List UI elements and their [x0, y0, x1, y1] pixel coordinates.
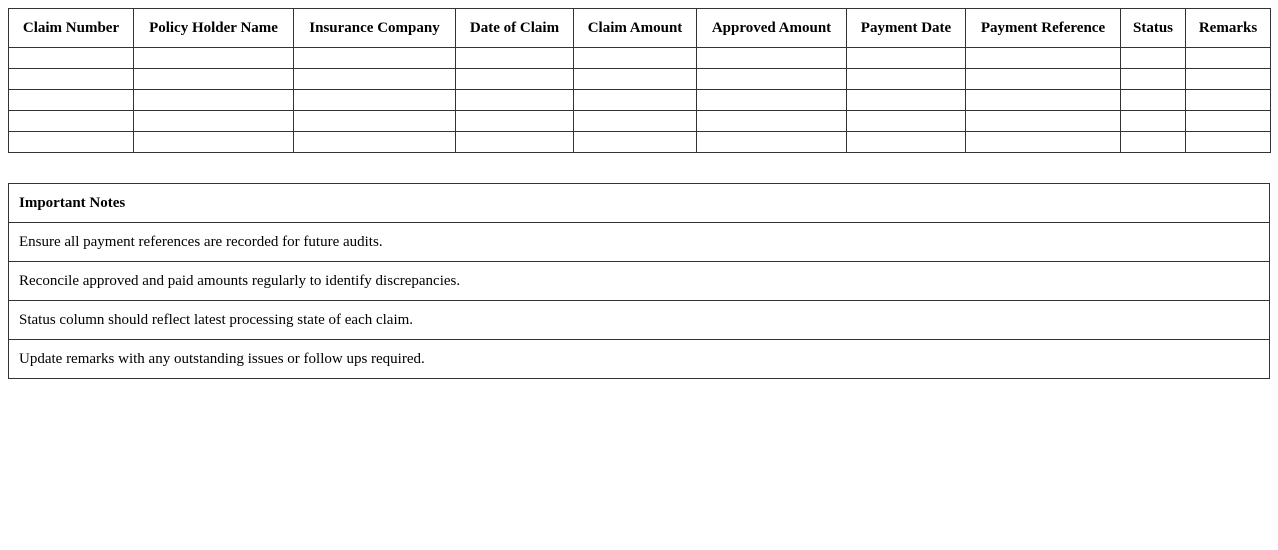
table-cell[interactable]: [1121, 111, 1186, 132]
table-cell[interactable]: [9, 90, 134, 111]
table-cell[interactable]: [847, 111, 966, 132]
table-cell[interactable]: [134, 48, 294, 69]
table-cell[interactable]: [294, 48, 456, 69]
table-cell[interactable]: [966, 69, 1121, 90]
table-cell[interactable]: [294, 90, 456, 111]
table-row: [9, 90, 1271, 111]
table-cell[interactable]: [1186, 69, 1271, 90]
note-item: Status column should reflect latest processing state of each claim.: [9, 301, 1270, 340]
table-cell[interactable]: [966, 111, 1121, 132]
table-cell[interactable]: [134, 69, 294, 90]
table-cell[interactable]: [847, 48, 966, 69]
header-payment-date: Payment Date: [847, 9, 966, 48]
note-item: Reconcile approved and paid amounts regularly to identify discrepancies.: [9, 262, 1270, 301]
header-policy-holder-name: Policy Holder Name: [134, 9, 294, 48]
header-claim-amount: Claim Amount: [574, 9, 697, 48]
header-insurance-company: Insurance Company: [294, 9, 456, 48]
table-cell[interactable]: [9, 69, 134, 90]
notes-title-row: [9, 184, 1270, 223]
table-cell[interactable]: [456, 111, 574, 132]
header-date-of-claim: Date of Claim: [456, 9, 574, 48]
note-row: [9, 340, 1270, 379]
table-row: [9, 48, 1271, 69]
table-cell[interactable]: [1121, 69, 1186, 90]
claims-table: [8, 8, 1271, 153]
table-cell[interactable]: [1186, 111, 1271, 132]
table-cell[interactable]: [134, 90, 294, 111]
table-cell[interactable]: [574, 90, 697, 111]
notes-title: Important Notes: [9, 184, 1270, 223]
table-cell[interactable]: [294, 69, 456, 90]
table-cell[interactable]: [966, 90, 1121, 111]
table-row: [9, 132, 1271, 153]
table-cell[interactable]: [456, 48, 574, 69]
table-cell[interactable]: [697, 69, 847, 90]
table-cell[interactable]: [9, 111, 134, 132]
table-cell[interactable]: [697, 90, 847, 111]
table-cell[interactable]: [847, 132, 966, 153]
header-payment-reference: Payment Reference: [966, 9, 1121, 48]
table-cell[interactable]: [847, 90, 966, 111]
note-item: Update remarks with any outstanding issues or follow ups required.: [9, 340, 1270, 379]
header-claim-number: Claim Number: [9, 9, 134, 48]
table-cell[interactable]: [1186, 132, 1271, 153]
table-cell[interactable]: [574, 48, 697, 69]
table-cell[interactable]: [1121, 132, 1186, 153]
note-row: [9, 301, 1270, 340]
table-cell[interactable]: [456, 90, 574, 111]
table-cell[interactable]: [456, 69, 574, 90]
note-row: [9, 262, 1270, 301]
table-row: [9, 111, 1271, 132]
important-notes-table: [8, 183, 1270, 379]
table-cell[interactable]: [1121, 48, 1186, 69]
table-cell[interactable]: [966, 48, 1121, 69]
table-cell[interactable]: [697, 132, 847, 153]
header-approved-amount: Approved Amount: [697, 9, 847, 48]
table-cell[interactable]: [847, 69, 966, 90]
table-row: [9, 69, 1271, 90]
table-cell[interactable]: [1121, 90, 1186, 111]
table-cell[interactable]: [1186, 90, 1271, 111]
header-row: [9, 9, 1271, 48]
table-cell[interactable]: [574, 69, 697, 90]
table-cell[interactable]: [134, 111, 294, 132]
header-status: Status: [1121, 9, 1186, 48]
table-cell[interactable]: [697, 48, 847, 69]
header-remarks: Remarks: [1186, 9, 1271, 48]
table-cell[interactable]: [456, 132, 574, 153]
note-row: [9, 223, 1270, 262]
table-cell[interactable]: [9, 132, 134, 153]
table-cell[interactable]: [1186, 48, 1271, 69]
table-cell[interactable]: [9, 48, 134, 69]
table-cell[interactable]: [574, 111, 697, 132]
note-item: Ensure all payment references are recorded for future audits.: [9, 223, 1270, 262]
table-cell[interactable]: [294, 132, 456, 153]
table-cell[interactable]: [966, 132, 1121, 153]
table-cell[interactable]: [574, 132, 697, 153]
table-cell[interactable]: [134, 132, 294, 153]
table-cell[interactable]: [697, 111, 847, 132]
table-cell[interactable]: [294, 111, 456, 132]
